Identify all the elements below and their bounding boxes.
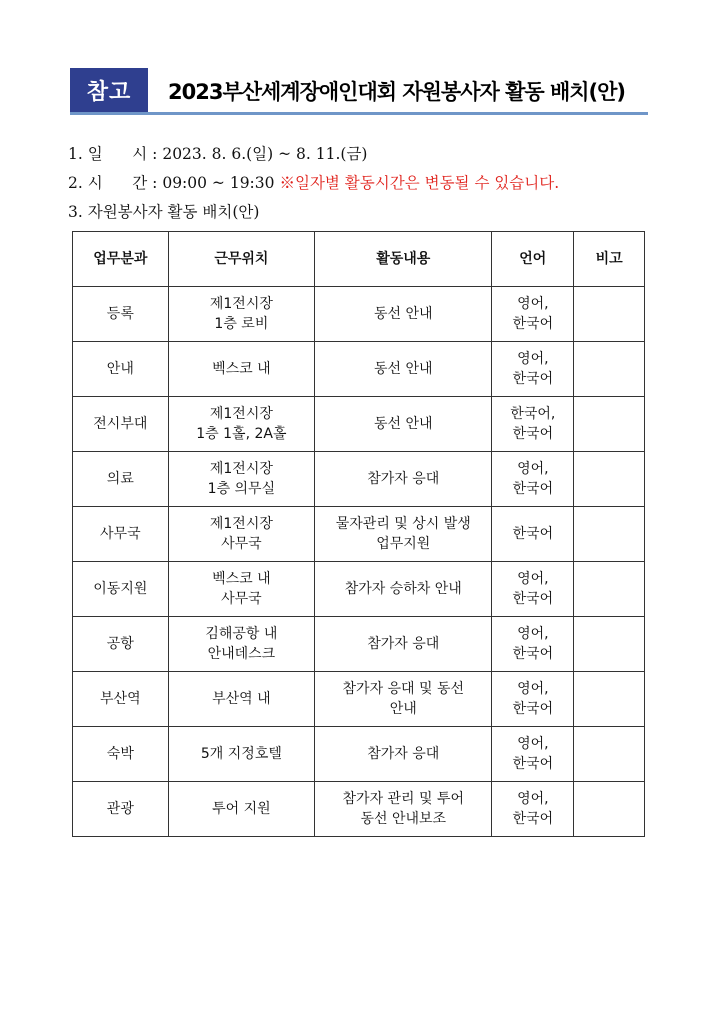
- cell-location: 제1전시장 1층 의무실: [168, 452, 314, 507]
- item-label: 시 간: [87, 174, 148, 192]
- info-item-date: [68, 140, 559, 169]
- cell-activity: 참가자 응대: [315, 727, 492, 782]
- column-header: 활동내용: [315, 232, 492, 287]
- cell-location: 김해공항 내 안내데스크: [168, 617, 314, 672]
- cell-remark: [574, 727, 645, 782]
- cell-dept: 등록: [73, 287, 169, 342]
- cell-location: 투어 지원: [168, 782, 314, 837]
- cell-location: 5개 지정호텔: [168, 727, 314, 782]
- cell-dept: 관광: [73, 782, 169, 837]
- cell-dept: 안내: [73, 342, 169, 397]
- cell-remark: [574, 507, 645, 562]
- cell-remark: [574, 617, 645, 672]
- cell-language: 영어, 한국어: [492, 672, 574, 727]
- info-list: [68, 140, 559, 227]
- cell-activity: 참가자 응대: [315, 617, 492, 672]
- cell-remark: [574, 342, 645, 397]
- cell-activity: 참가자 응대 및 동선 안내: [315, 672, 492, 727]
- cell-dept: 전시부대: [73, 397, 169, 452]
- item-number: 3.: [68, 203, 83, 221]
- cell-activity: 참가자 관리 및 투어 동선 안내보조: [315, 782, 492, 837]
- item-number: 1.: [68, 145, 83, 163]
- cell-activity: 참가자 승하차 안내: [315, 562, 492, 617]
- table-row: [73, 342, 645, 397]
- table-row: [73, 672, 645, 727]
- table-row: [73, 507, 645, 562]
- table-row: [73, 727, 645, 782]
- table-row: [73, 617, 645, 672]
- cell-activity: 동선 안내: [315, 342, 492, 397]
- placement-table: [72, 231, 645, 837]
- item-label: 일 시: [87, 145, 148, 163]
- time-change-note: ※일자별 활동시간은 변동될 수 있습니다.: [279, 174, 560, 192]
- cell-remark: [574, 562, 645, 617]
- column-header: 비고: [574, 232, 645, 287]
- table-header-row: [73, 232, 645, 287]
- title-underline: [70, 112, 648, 115]
- table-row: [73, 782, 645, 837]
- cell-language: 영어, 한국어: [492, 782, 574, 837]
- cell-language: 한국어, 한국어: [492, 397, 574, 452]
- cell-activity: 물자관리 및 상시 발생 업무지원: [315, 507, 492, 562]
- info-item-time: [68, 169, 559, 198]
- item-number: 2.: [68, 174, 83, 192]
- cell-location: 벡스코 내: [168, 342, 314, 397]
- cell-activity: 참가자 응대: [315, 452, 492, 507]
- info-item-placement: [68, 198, 559, 227]
- cell-language: 영어, 한국어: [492, 452, 574, 507]
- table-row: [73, 452, 645, 507]
- cell-language: 영어, 한국어: [492, 287, 574, 342]
- cell-dept: 사무국: [73, 507, 169, 562]
- table-row: [73, 562, 645, 617]
- cell-remark: [574, 287, 645, 342]
- cell-activity: 동선 안내: [315, 287, 492, 342]
- page-title: 2023부산세계장애인대회 자원봉사자 활동 배치(안): [168, 80, 626, 104]
- title-bar: [70, 68, 648, 118]
- table-body: [73, 287, 645, 837]
- cell-language: 한국어: [492, 507, 574, 562]
- cell-language: 영어, 한국어: [492, 617, 574, 672]
- cell-language: 영어, 한국어: [492, 342, 574, 397]
- table-row: [73, 397, 645, 452]
- cell-remark: [574, 672, 645, 727]
- cell-remark: [574, 782, 645, 837]
- cell-dept: 이동지원: [73, 562, 169, 617]
- item-value: : 2023. 8. 6.(일) ~ 8. 11.(금): [147, 145, 368, 163]
- cell-location: 제1전시장 사무국: [168, 507, 314, 562]
- cell-dept: 숙박: [73, 727, 169, 782]
- item-label: 자원봉사자 활동 배치(안): [87, 203, 260, 221]
- cell-language: 영어, 한국어: [492, 562, 574, 617]
- reference-badge: 참고: [70, 68, 148, 112]
- cell-dept: 공항: [73, 617, 169, 672]
- cell-location: 제1전시장 1층 로비: [168, 287, 314, 342]
- column-header: 업무분과: [73, 232, 169, 287]
- cell-language: 영어, 한국어: [492, 727, 574, 782]
- cell-dept: 의료: [73, 452, 169, 507]
- column-header: 근무위치: [168, 232, 314, 287]
- column-header: 언어: [492, 232, 574, 287]
- cell-remark: [574, 397, 645, 452]
- cell-dept: 부산역: [73, 672, 169, 727]
- cell-remark: [574, 452, 645, 507]
- cell-location: 제1전시장 1층 1홀, 2A홀: [168, 397, 314, 452]
- cell-location: 벡스코 내 사무국: [168, 562, 314, 617]
- table-row: [73, 287, 645, 342]
- item-value: : 09:00 ~ 19:30: [147, 174, 275, 192]
- cell-location: 부산역 내: [168, 672, 314, 727]
- cell-activity: 동선 안내: [315, 397, 492, 452]
